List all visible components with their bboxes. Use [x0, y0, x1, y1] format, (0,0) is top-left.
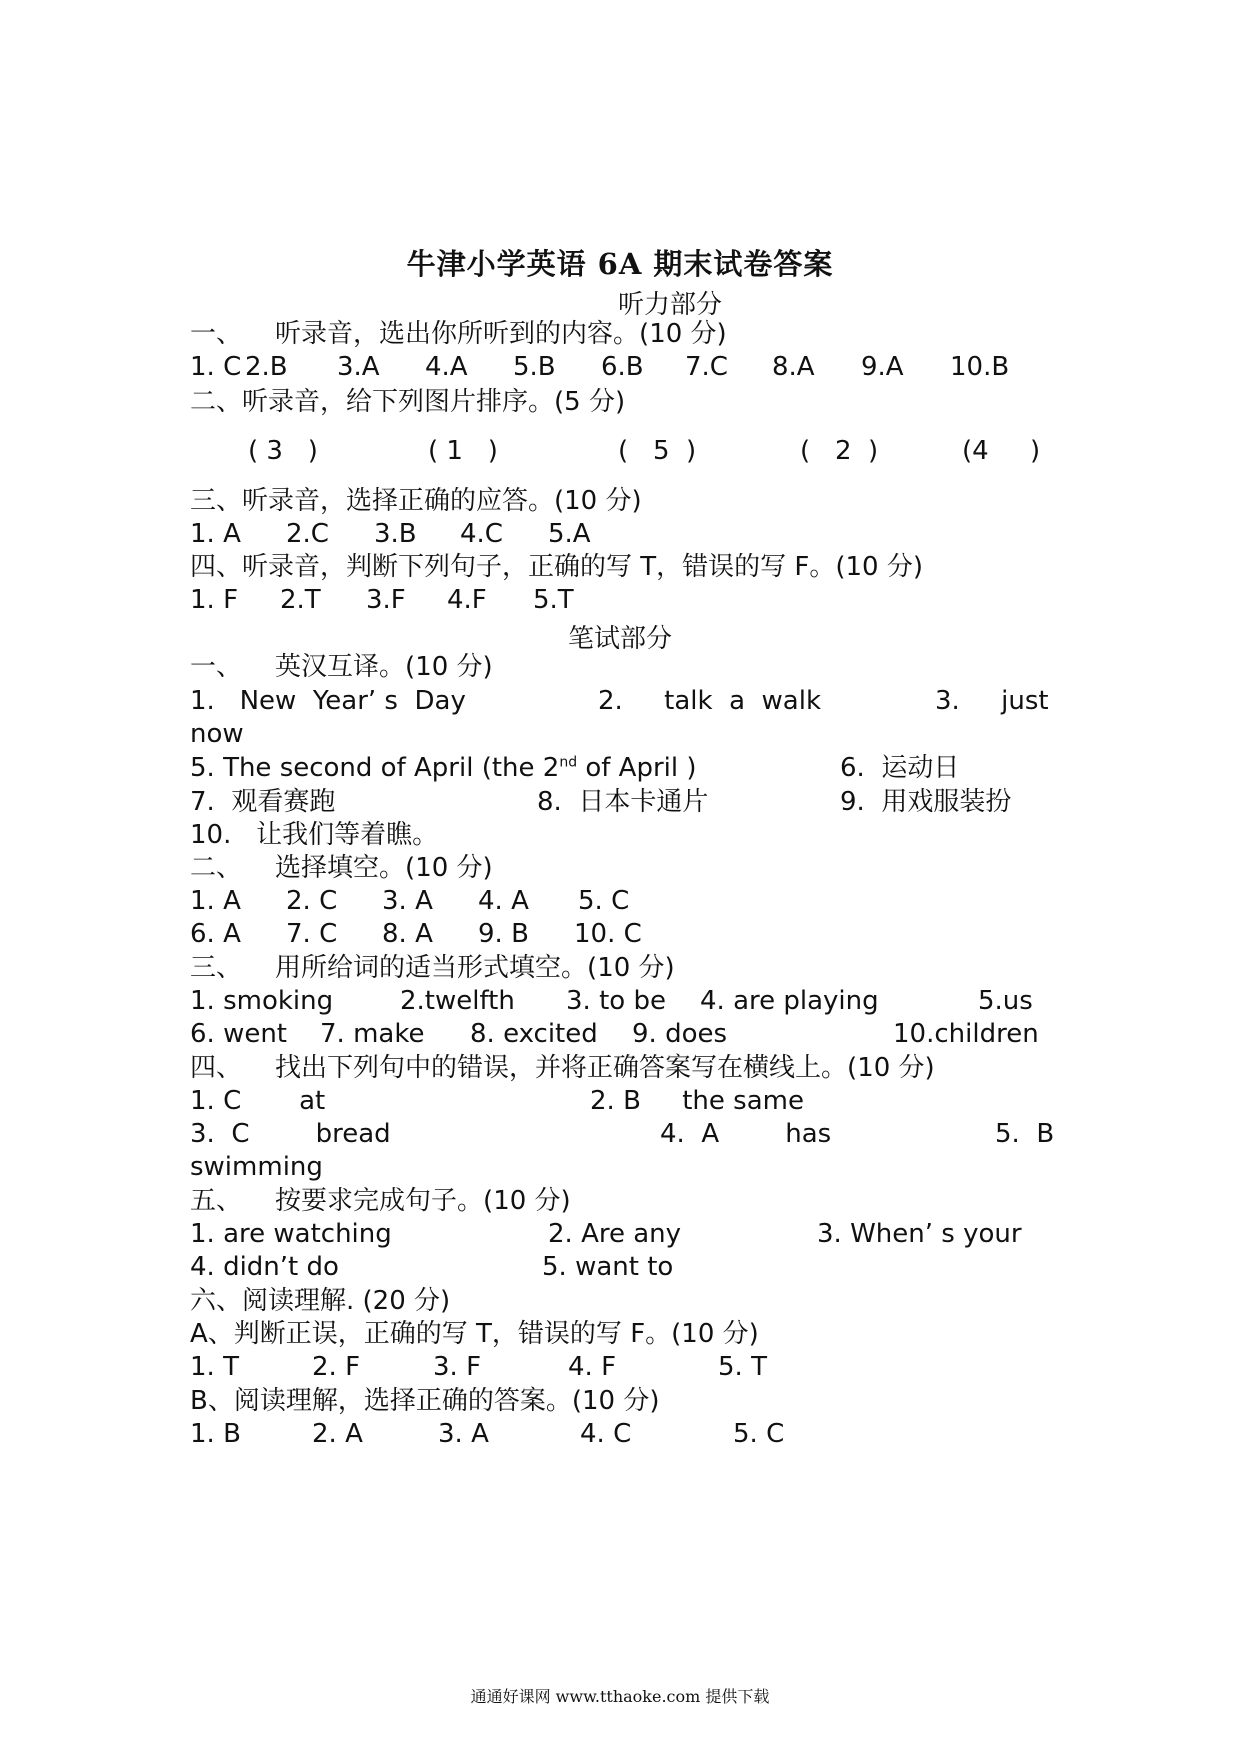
correction-answer: 2. B the same [590, 1086, 804, 1116]
listening-heading: 听力部分 [617, 290, 722, 320]
answer-item: 2. F [312, 1352, 361, 1382]
writing-s3-title: 三、 用所给词的适当形式填空。(10 分) [190, 953, 675, 983]
answer-item: 5. want to [542, 1252, 674, 1282]
answer-item: 2.twelfth [400, 986, 515, 1016]
page-title: 牛津小学英语 6A 期末试卷答案 [406, 247, 834, 281]
answer-item: 9.A [861, 352, 904, 382]
writing-s6a-title: A、判断正误，正确的写 T，错误的写 F。(10 分) [190, 1319, 759, 1349]
listening-q3-title: 三、听录音，选择正确的应答。(10 分) [190, 486, 642, 516]
answer-item: 1. are watching [190, 1219, 392, 1249]
answer-item: 6. A [190, 919, 241, 949]
answer-item: 1. T [190, 1352, 239, 1382]
writing-s4-title: 四、 找出下列句中的错误，并将正确答案写在横线上。(10 分) [190, 1053, 935, 1083]
answer-item: 3. A [382, 886, 433, 916]
order-answer: ( 3 ) [248, 436, 318, 466]
translation-answer: 2. talk a walk [598, 686, 822, 716]
answer-item: 2.T [280, 585, 321, 615]
answer-item: 4. A [478, 886, 529, 916]
order-answer: ( 1 ) [428, 436, 498, 466]
answer-item: 4. didn’t do [190, 1252, 339, 1282]
translation-answer: 3. just [935, 686, 1049, 716]
answer-item: 1. F [190, 585, 239, 615]
translation-answer: 10. 让我们等着瞧。 [190, 820, 439, 850]
order-answer: ( 5 ) [618, 436, 697, 466]
translation-answer-5 [190, 755, 697, 781]
answer-item: 3. When’ s your [817, 1219, 1022, 1249]
translation-text: of April ) [577, 753, 697, 783]
superscript: nd [559, 754, 578, 771]
listening-q1-title: 一、 听录音，选出你所听到的内容。(10 分) [190, 319, 727, 349]
answer-item: 2. C [286, 886, 338, 916]
writing-s6b-title: B、阅读理解，选择正确的答案。(10 分) [190, 1386, 660, 1416]
answer-item: 7. make [320, 1019, 425, 1049]
answer-item: 5.A [548, 519, 591, 549]
writing-s1-title: 一、 英汉互译。(10 分) [190, 652, 493, 682]
answer-item: 10.children [893, 1019, 1039, 1049]
answer-item: 4. F [568, 1352, 617, 1382]
answer-item: 1. A [190, 519, 241, 549]
answer-item: 4.A [425, 352, 468, 382]
answer-item: 4.F [447, 585, 487, 615]
answer-item: 2.B [245, 352, 288, 382]
answer-item: 4. are playing [700, 986, 879, 1016]
answer-item: 8.A [772, 352, 815, 382]
translation-answer-cont: now [190, 719, 244, 749]
footer-watermark: 通通好课网 www.tthaoke.com 提供下载 [470, 1687, 770, 1706]
translation-answer: 1. New Year’ s Day [190, 686, 466, 716]
answer-item: 2. A [312, 1419, 363, 1449]
answer-item: 3.F [366, 585, 406, 615]
answer-item: 4. C [580, 1419, 632, 1449]
translation-answer: 7. 观看赛跑 [190, 787, 336, 817]
answer-item: 1. B [190, 1419, 241, 1449]
answer-item: 8. A [382, 919, 433, 949]
answer-item: 1. A [190, 886, 241, 916]
answer-item: 2.C [286, 519, 329, 549]
answer-item: 7.C [685, 352, 728, 382]
order-answer: ( 2 ) [800, 436, 879, 466]
writing-heading: 笔试部分 [567, 624, 672, 654]
answer-item: 3.B [374, 519, 417, 549]
correction-answer: 5. B [995, 1119, 1055, 1149]
answer-item: 10. C [574, 919, 642, 949]
answer-item: 6.B [601, 352, 644, 382]
answer-item: 10.B [950, 352, 1010, 382]
answer-item: 3. to be [566, 986, 666, 1016]
answer-item: 3.A [337, 352, 380, 382]
answer-item: 9. does [632, 1019, 728, 1049]
answer-item: 7. C [286, 919, 338, 949]
correction-answer: 4. A has [660, 1119, 832, 1149]
answer-item: 5. T [718, 1352, 767, 1382]
answer-item: 5.T [533, 585, 574, 615]
translation-answer: 9. 用戏服装扮 [840, 787, 1012, 817]
correction-answer: 1. C at [190, 1086, 326, 1116]
answer-item: 5. C [733, 1419, 785, 1449]
writing-s2-title: 二、 选择填空。(10 分) [190, 853, 493, 883]
listening-q2-title: 二、听录音，给下列图片排序。(5 分) [190, 387, 626, 417]
answer-item: 6. went [190, 1019, 288, 1049]
correction-answer-cont: swimming [190, 1152, 323, 1182]
answer-item: 9. B [478, 919, 529, 949]
answer-item: 5.us [978, 986, 1033, 1016]
answer-item: 2. Are any [548, 1219, 682, 1249]
answer-item: 3. A [438, 1419, 489, 1449]
correction-answer: 3. C bread [190, 1119, 391, 1149]
writing-s6-title: 六、阅读理解. (20 分) [190, 1286, 451, 1316]
translation-answer: 6. 运动日 [840, 753, 960, 783]
listening-q4-title: 四、听录音，判断下列句子，正确的写 T，错误的写 F。(10 分) [190, 552, 924, 582]
answer-item: 1. C [190, 352, 242, 382]
answer-item: 1. smoking [190, 986, 334, 1016]
answer-item: 8. excited [470, 1019, 598, 1049]
writing-s5-title: 五、 按要求完成句子。(10 分) [190, 1186, 571, 1216]
answer-item: 5.B [513, 352, 556, 382]
order-answer: (4 ) [962, 436, 1041, 466]
translation-text: 5. The second of April (the 2 [190, 753, 560, 783]
answer-item: 4.C [460, 519, 503, 549]
answer-item: 3. F [433, 1352, 482, 1382]
translation-answer: 8. 日本卡通片 [537, 787, 709, 817]
answer-item: 5. C [578, 886, 630, 916]
